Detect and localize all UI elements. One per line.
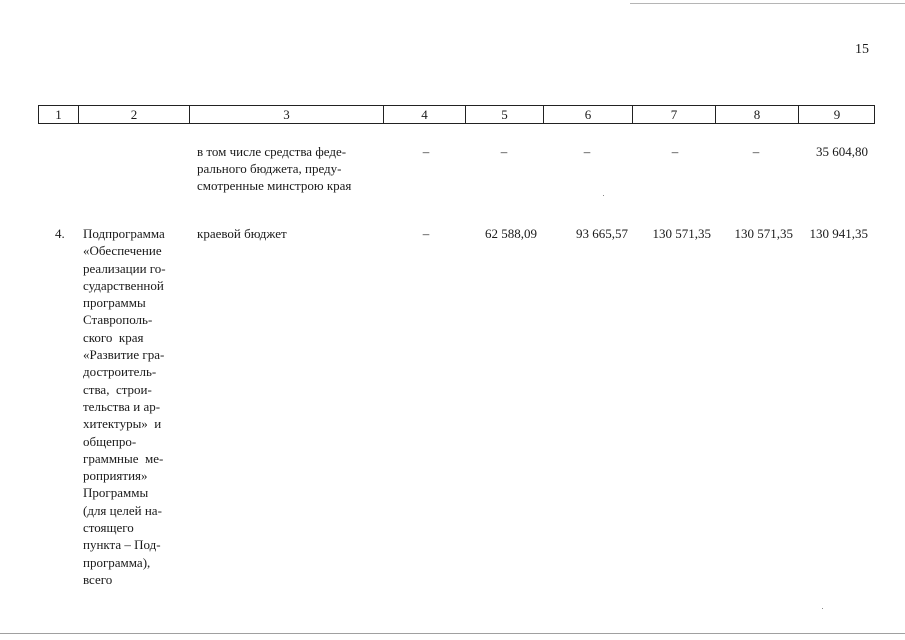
header-cell-9: 9 [833, 107, 841, 122]
row1-col4-value: – [422, 144, 430, 159]
row1-col8-value: – [752, 144, 760, 159]
program-name-line: пункта – Под- [83, 537, 161, 553]
row2-col9-value: 130 941,35 [809, 226, 868, 241]
program-name-line: общепро- [83, 433, 137, 449]
program-name-line: граммные ме- [83, 450, 164, 466]
header-cell-4: 4 [421, 107, 428, 122]
row2-program-name [83, 225, 184, 588]
program-name-line: стоящего [83, 520, 134, 536]
program-name-line: тельства и ар- [83, 398, 161, 414]
program-name-line: реализации го- [83, 260, 166, 276]
row2-source-description [197, 225, 382, 242]
program-name-line: (для целей на- [83, 502, 162, 518]
row1-col6-value: – [583, 144, 591, 159]
row1-source-description [197, 143, 382, 194]
program-name-line: Программы [83, 485, 149, 501]
row2-col7-value: 130 571,35 [652, 226, 711, 241]
bottom-scan-edge [0, 633, 905, 634]
top-scan-edge [630, 3, 905, 4]
row2-source-line: краевой бюджет [197, 226, 287, 241]
page-number: 15 [855, 42, 869, 57]
table-header-row [38, 105, 875, 124]
row2-col8-value: 130 571,35 [734, 226, 793, 241]
header-cell-1: 1 [55, 107, 62, 122]
program-name-line: программы [83, 295, 146, 311]
row2-col4-value: – [422, 226, 430, 241]
scan-speck [603, 195, 604, 196]
row1-col9-value: 35 604,80 [816, 144, 868, 159]
row1-source-line: рального бюджета, преду- [197, 161, 342, 176]
program-name-line: хитектуры» и [83, 416, 162, 432]
program-name-line: «Обеспечение [83, 243, 162, 259]
row1-source-line: смотренные минстрою края [197, 178, 352, 193]
program-name-line: сударственной [83, 277, 164, 293]
program-name-line: роприятия» [83, 468, 148, 484]
row2-col6-value: 93 665,57 [576, 226, 628, 241]
program-name-line: всего [83, 571, 113, 587]
program-name-line: Подпрограмма [83, 226, 165, 241]
row1-col7-value: – [671, 144, 679, 159]
program-name-line: ства, строи- [83, 381, 152, 397]
header-cell-7: 7 [670, 107, 678, 122]
program-name-line: ского края [83, 329, 144, 345]
header-cell-8: 8 [753, 107, 761, 122]
row2-col5-value: 62 588,09 [485, 226, 537, 241]
row1-col5-value: – [500, 144, 508, 159]
program-name-line: программа), [83, 554, 151, 570]
header-cell-6: 6 [584, 107, 592, 122]
row1-source-line: в том числе средства феде- [197, 144, 347, 159]
header-cell-2: 2 [130, 107, 138, 122]
row2-item-number: 4. [55, 226, 65, 241]
program-name-line: достроитель- [83, 364, 157, 380]
program-name-line: Ставрополь- [83, 312, 153, 328]
program-name-line: «Развитие гра- [83, 347, 165, 363]
header-cell-3: 3 [283, 107, 290, 122]
scan-speck [822, 608, 823, 609]
header-cell-5: 5 [501, 107, 508, 122]
